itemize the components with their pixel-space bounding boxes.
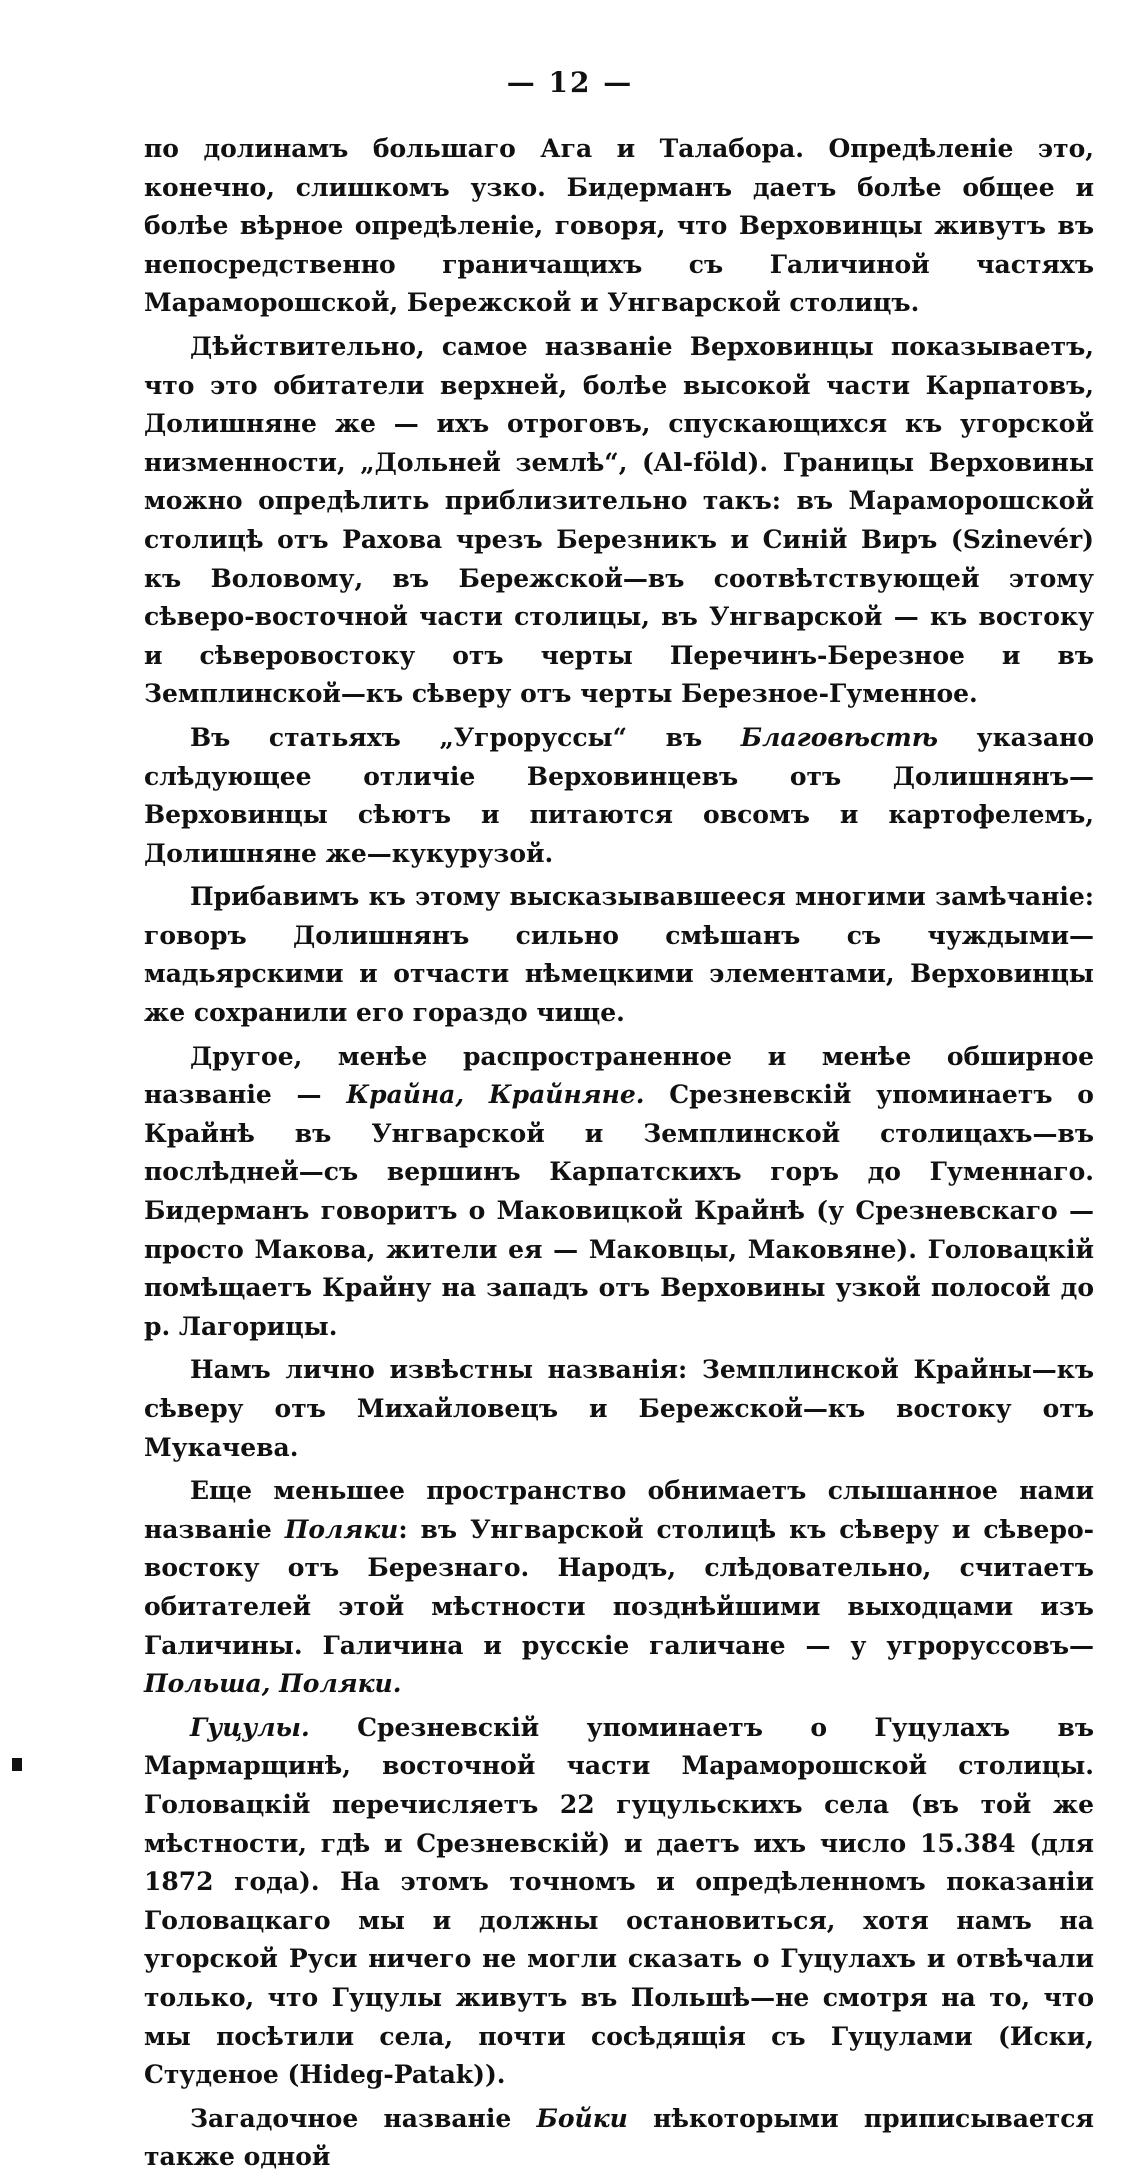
paragraph-3-text-after: указано слѣдующее отличіе Верховинцевъ отъ Долишнянъ—Верховинцы сѣютъ и питаются овсомъ и картофелемъ, Долишняне же—кукурузой. xyxy=(144,722,1094,868)
paragraph-9 xyxy=(144,2100,1094,2177)
paragraph-5-text-before: Другое, менѣе распространенное и менѣе обширное названіе — xyxy=(144,1041,1094,1110)
paragraph-6: Намъ лично извѣстны названія: Земплинской Крайны—къ сѣверу отъ Михайловецъ и Бережской—къ востоку отъ Мукачева. xyxy=(144,1355,1094,1462)
paragraph-3-text-before: Въ статьяхъ „Угроруссы“ въ xyxy=(190,722,741,752)
paragraph-8-text-after: Срезневскій упоминаетъ о Гуцулахъ въ Мармарщинѣ, восточной части Мараморошской столицы. Головацкій перечисляетъ 22 гуцульскихъ села (въ той же мѣстности, гдѣ и Срезневскій) и даетъ ихъ число 15.384 (для 1872 года). На этомъ точномъ и опредѣленномъ показаніи Головацкаго мы и должны остановиться, хотя намъ на угорской Руси ничего не могли сказать о Гуцулахъ и отвѣчали только, что Гуцулы живутъ въ Польшѣ—не смотря на то, что мы посѣтили села, почти сосѣдящія съ Гуцулами (Иски, Студеное (Hideg-Patak)). xyxy=(144,1712,1094,2090)
paragraph-2: Дѣйствительно, самое названіе Верховинцы показываетъ, что это обитатели верхней, болѣе высокой части Карпатовъ, Долишняне же — ихъ отроговъ, спускающихся къ угорской низменности, „Дольней землѣ“, (Al-föld). Границы Верховины можно опредѣлить приблизительно такъ: въ Мараморошской столицѣ отъ Рахова чрезъ Березникъ и Синій Виръ (Szinevér) къ Воловому, въ Бережской—въ соотвѣтствующей этому сѣверо-восточной части столицы, въ Унгварской — къ востоку и сѣверовостоку отъ черты Перечинъ-Березное и въ Земплинской—къ сѣверу отъ черты Березное-Гуменное. xyxy=(144,331,1094,709)
page-number: — 12 — xyxy=(506,66,634,99)
paragraph-1: по долинамъ большаго Ага и Талабора. Опредѣленіе это, конечно, слишкомъ узко. Бидерманъ даетъ болѣе общее и болѣе вѣрное опредѣленіе, говоря, что Верховинцы живутъ въ непосредственно граничащихъ съ Галичиной частяхъ Мараморошской, Бережской и Унгварской столицъ. xyxy=(144,134,1094,318)
paragraph-8 xyxy=(144,1709,1094,2095)
scan-mark xyxy=(12,1758,22,1771)
paragraph-3-italic: Благовѣстѣ xyxy=(740,722,938,752)
paragraph-8-italic: Гуцулы. xyxy=(190,1712,310,1742)
paragraph-5-italic: Крайна, Крайняне. xyxy=(346,1080,645,1110)
paragraph-9-text-before: Загадочное названіе xyxy=(190,2103,537,2133)
paragraph-5 xyxy=(144,1038,1094,1347)
paragraph-7-text-middle: : въ Унгварской столицѣ къ сѣверу и сѣверо-востоку отъ Березнаго. Народъ, слѣдовательно, считаетъ обитателей этой мѣстности позднѣйшими выходцами изъ Галичины. Галичина и русскіе галичане — у угроруссовъ— xyxy=(144,1514,1094,1660)
paragraph-5-text-after: Срезневскій упоминаетъ о Крайнѣ въ Унгварской и Земплинской столицахъ—въ послѣдней—съ вершинъ Карпатскихъ горъ до Гуменнаго. Бидерманъ говоритъ о Маковицкой Крайнѣ (у Срезневскаго — просто Макова, жители ея — Маковцы, Маковяне). Головацкій помѣщаетъ Крайну на западъ отъ Верховины узкой полосой до р. Лагорицы. xyxy=(144,1080,1094,1341)
paragraph-9-italic: Бойки xyxy=(536,2103,628,2133)
paragraph-7 xyxy=(144,1472,1094,1704)
paragraph-7-italic-1: Поляки xyxy=(284,1514,399,1544)
paragraph-4: Прибавимъ къ этому высказывавшееся многими замѣчаніе: говоръ Долишнянъ сильно смѣшанъ съ чуждыми—мадьярскими и отчасти нѣмецкими элементами, Верховинцы же сохранили его гораздо чище. xyxy=(144,882,1094,1028)
body-text xyxy=(144,130,1094,2182)
paragraph-7-italic-2: Польша, Поляки. xyxy=(144,1669,402,1699)
paragraph-3 xyxy=(144,719,1094,873)
paragraph-7-text-before: Еще меньшее пространство обнимаетъ слышанное нами названіе xyxy=(144,1476,1094,1544)
paragraph-9-text-after: нѣкоторыми приписывается также одной xyxy=(144,2103,1094,2172)
